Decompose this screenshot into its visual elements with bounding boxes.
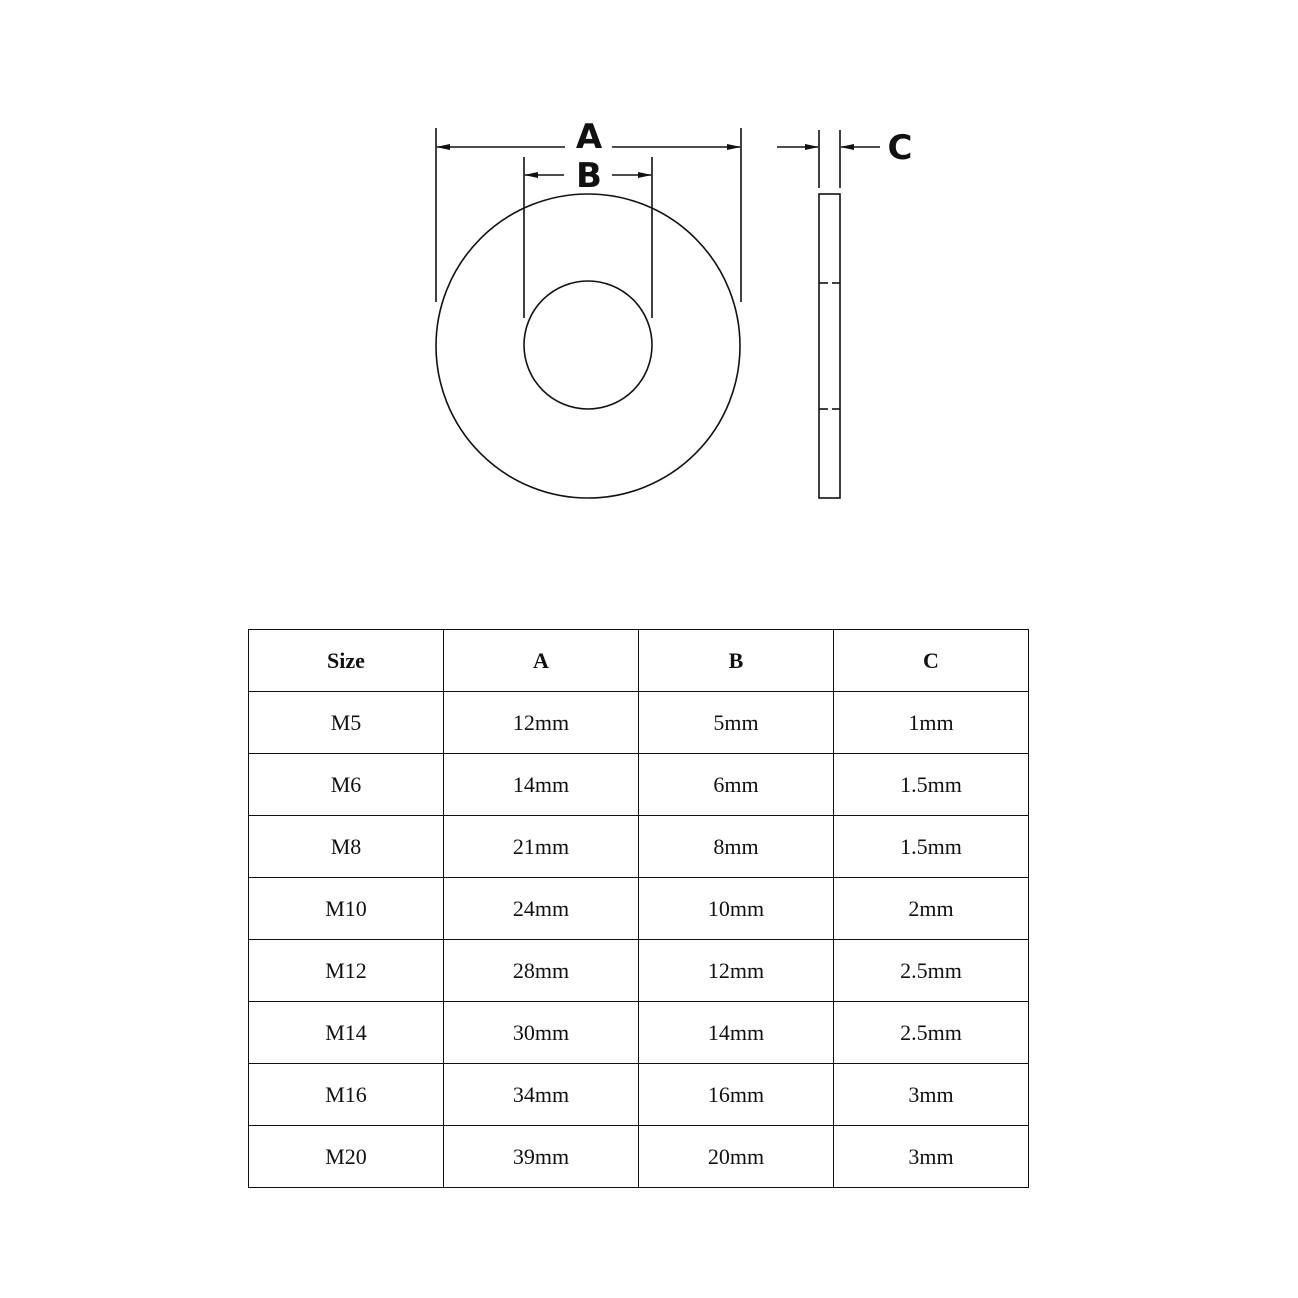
table-row — [249, 692, 1029, 754]
cell-b: 20mm — [639, 1126, 834, 1188]
dimension-c-label: C — [887, 128, 913, 168]
cell-c: 1mm — [834, 692, 1029, 754]
cell-size: M5 — [249, 692, 444, 754]
table-row — [249, 878, 1029, 940]
cell-a: 21mm — [444, 816, 639, 878]
cell-c: 1.5mm — [834, 816, 1029, 878]
header-b: B — [639, 630, 834, 692]
table-header-row — [249, 630, 1029, 692]
cell-size: M14 — [249, 1002, 444, 1064]
cell-c: 2mm — [834, 878, 1029, 940]
header-a: A — [444, 630, 639, 692]
cell-c: 2.5mm — [834, 1002, 1029, 1064]
cell-a: 14mm — [444, 754, 639, 816]
cell-c: 1.5mm — [834, 754, 1029, 816]
cell-a: 12mm — [444, 692, 639, 754]
cell-b: 8mm — [639, 816, 834, 878]
table-row — [249, 1126, 1029, 1188]
washer-inner-circle — [524, 281, 652, 409]
washer-size-table — [248, 629, 1029, 1188]
cell-size: M8 — [249, 816, 444, 878]
cell-b: 12mm — [639, 940, 834, 1002]
cell-b: 16mm — [639, 1064, 834, 1126]
cell-a: 30mm — [444, 1002, 639, 1064]
cell-size: M10 — [249, 878, 444, 940]
cell-a: 34mm — [444, 1064, 639, 1126]
table-row — [249, 816, 1029, 878]
cell-size: M6 — [249, 754, 444, 816]
table-row — [249, 754, 1029, 816]
cell-a: 39mm — [444, 1126, 639, 1188]
cell-size: M12 — [249, 940, 444, 1002]
dimension-b-label: B — [576, 156, 602, 196]
header-c: C — [834, 630, 1029, 692]
washer-diagram — [0, 0, 1298, 560]
cell-c: 3mm — [834, 1064, 1029, 1126]
header-size: Size — [249, 630, 444, 692]
cell-b: 5mm — [639, 692, 834, 754]
washer-side-view — [819, 194, 840, 498]
cell-c: 3mm — [834, 1126, 1029, 1188]
cell-size: M16 — [249, 1064, 444, 1126]
table-row — [249, 1064, 1029, 1126]
cell-a: 28mm — [444, 940, 639, 1002]
dimension-a-label: A — [575, 117, 603, 157]
cell-a: 24mm — [444, 878, 639, 940]
cell-b: 6mm — [639, 754, 834, 816]
table-row — [249, 1002, 1029, 1064]
washer-outer-circle — [436, 194, 740, 498]
cell-c: 2.5mm — [834, 940, 1029, 1002]
cell-b: 14mm — [639, 1002, 834, 1064]
cell-size: M20 — [249, 1126, 444, 1188]
table-row — [249, 940, 1029, 1002]
cell-b: 10mm — [639, 878, 834, 940]
